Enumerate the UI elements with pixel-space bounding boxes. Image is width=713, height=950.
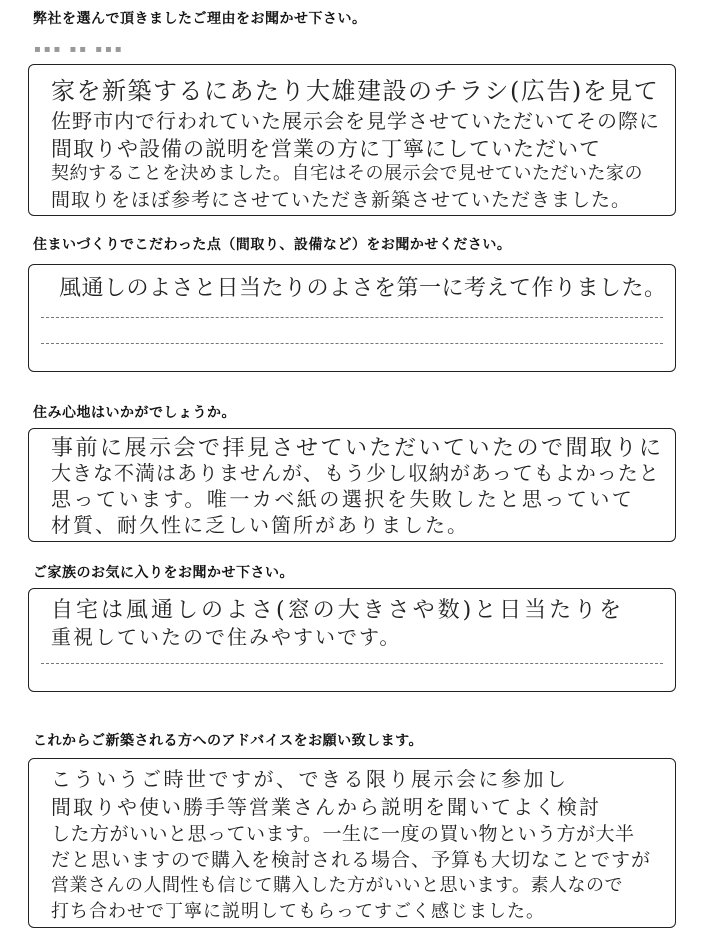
question-reason: 弊社を選んで頂きましたご理由をお聞かせ下さい。 xyxy=(33,11,367,27)
answer-box-focus-points xyxy=(28,264,676,372)
answer-box-family-favorite xyxy=(28,588,676,692)
ruled-line xyxy=(41,317,663,318)
faint-marks: ▪▪▪ ▪▪ ▪▪▪ xyxy=(34,44,125,55)
ruled-line xyxy=(41,663,663,664)
answer-box-advice xyxy=(28,758,676,928)
question-advice: これからご新築される方へのアドバイスをお願い致します。 xyxy=(33,733,423,749)
handwritten-line: 佐野市内で行われていた展示会を見学させていただいてその際に xyxy=(51,109,660,133)
handwritten-line: 思っています。唯一カベ紙の選択を失敗したと思っていて xyxy=(51,487,635,511)
handwritten-line: 自宅は風通しのよさ(窓の大きさや数)と日当たりを xyxy=(51,598,625,623)
handwritten-line: 間取りや設備の説明を営業の方に丁寧にしていただいて xyxy=(51,137,601,161)
question-focus-points: 住まいづくりでこだわった点（間取り、設備など）をお聞かせください。 xyxy=(33,237,512,253)
handwritten-line: した方がいいと思っています。一生に一度の買い物という方が大半 xyxy=(51,823,635,845)
handwritten-line: 事前に展示会で拝見させていただいていたので間取りに xyxy=(51,436,664,461)
handwritten-line: こういうご時世ですが、できる限り展示会に参加し xyxy=(51,767,569,791)
handwritten-line: 打ち合わせで丁寧に説明してもらってすごく感じました。 xyxy=(51,901,545,922)
question-family-favorite: ご家族のお気に入りをお聞かせ下さい。 xyxy=(33,565,294,581)
handwritten-line: 材質、耐久性に乏しい箇所がありました。 xyxy=(51,513,469,537)
handwritten-line: 重視していたので住みやすいです。 xyxy=(51,625,402,649)
answer-box-comfort xyxy=(28,428,676,542)
answer-box-reason xyxy=(28,64,676,216)
ruled-line xyxy=(41,343,663,344)
handwritten-line: 間取りをほぼ参考にさせていただき新築させていただきました。 xyxy=(51,189,632,211)
question-comfort: 住み心地はいかがでしょうか。 xyxy=(33,405,236,421)
handwritten-line: 家を新築するにあたり大雄建設のチラシ(広告)を見て xyxy=(51,77,660,105)
handwritten-line: 大きな不満はありませんが、もう少し収納があってもよかったと xyxy=(51,461,660,485)
handwritten-line: 間取りや使い勝手等営業さんから説明を聞いてよく検討 xyxy=(51,795,601,819)
handwritten-line: 営業さんの人間性も信じて購入した方がいいと思います。素人なので xyxy=(51,875,624,896)
handwritten-line: だと思いますので購入を検討される場合、予算も大切なことですが xyxy=(51,849,652,871)
handwritten-line: 契約することを決めました。自宅はその展示会で見せていただいた家の xyxy=(51,163,643,184)
handwritten-line: 風通しのよさと日当たりのよさを第一に考えて作りました。 xyxy=(59,276,667,301)
